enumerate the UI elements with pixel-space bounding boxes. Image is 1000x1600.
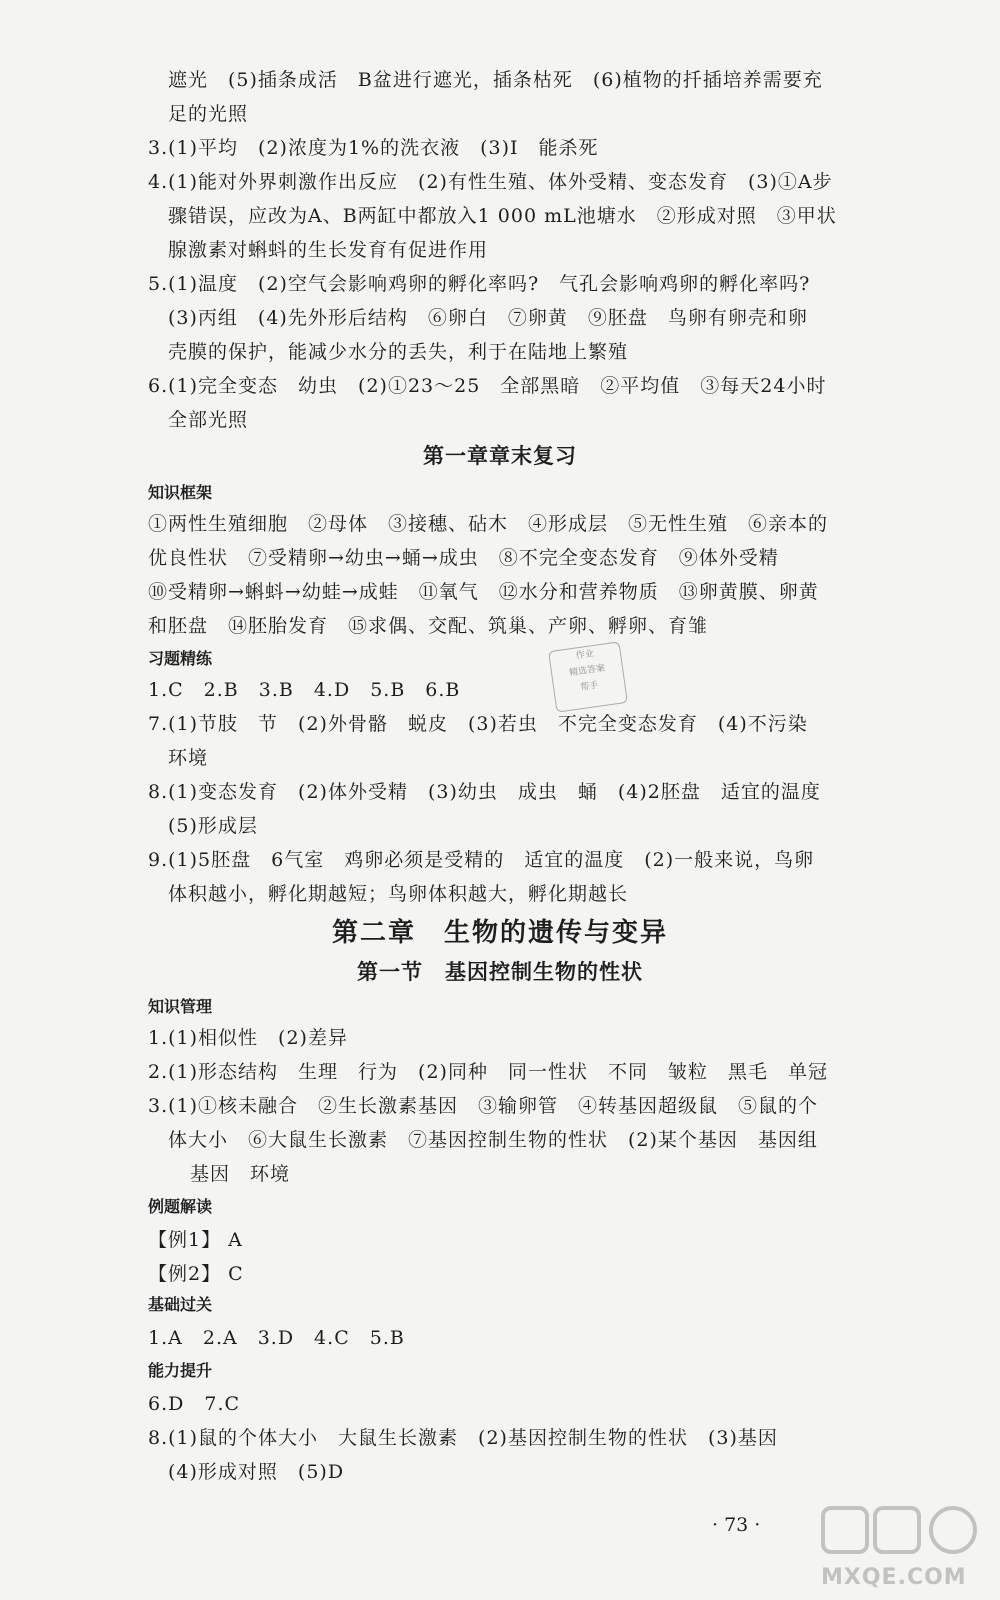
chapter-title: 第二章 生物的遗传与变异	[331, 918, 668, 948]
section-title: 第一章章末复习	[423, 444, 577, 468]
text-line: 全部光照	[168, 409, 249, 431]
text-line: 腺激素对蝌蚪的生长发育有促进作用	[168, 239, 489, 261]
text-line: 6.D 7.C	[148, 1393, 241, 1415]
watermark-logo-icon	[815, 1502, 990, 1562]
text-line: 体大小 ⑥大鼠生长激素 ⑦基因控制生物的性状 (2)某个基因 基因组	[168, 1129, 818, 1151]
text-line: ①两性生殖细胞 ②母体 ③接穗、砧木 ④形成层 ⑤无性生殖 ⑥亲本的	[148, 513, 829, 535]
subsection-heading: 知识管理	[148, 997, 213, 1016]
text-line: 9.(1)5胚盘 6气室 鸡卵必须是受精的 适宜的温度 (2)一般来说，鸟卵	[148, 849, 815, 871]
text-line: (3)丙组 (4)先外形后结构 ⑥卵白 ⑦卵黄 ⑨胚盘 鸟卵有卵壳和卵	[168, 307, 808, 329]
page-number: · 73 ·	[712, 1514, 761, 1536]
text-line: 【例1】 A	[148, 1229, 243, 1251]
subsection-heading: 基础过关	[148, 1295, 213, 1314]
subsection-heading: 能力提升	[148, 1361, 213, 1380]
text-line: 1.C 2.B 3.B 4.D 5.B 6.B	[148, 679, 461, 701]
text-line: (4)形成对照 (5)D	[168, 1461, 345, 1483]
text-line: 5.(1)温度 (2)空气会影响鸡卵的孵化率吗? 气孔会影响鸡卵的孵化率吗?	[148, 273, 811, 295]
text-line: 1.A 2.A 3.D 4.C 5.B	[148, 1327, 405, 1349]
text-line: 和胚盘 ⑭胚胎发育 ⑮求偶、交配、筑巢、产卵、孵卵、育雏	[148, 615, 709, 637]
text-line: 基因 环境	[190, 1163, 291, 1185]
text-line: 1.(1)相似性 (2)差异	[148, 1027, 348, 1049]
watermark-text: MXQE.COM	[821, 1565, 967, 1590]
text-line: 7.(1)节肢 节 (2)外骨骼 蜕皮 (3)若虫 不完全变态发育 (4)不污染	[148, 713, 808, 735]
text-line: 【例2】 C	[148, 1263, 244, 1285]
section-title: 第一节 基因控制生物的性状	[357, 960, 643, 984]
text-line: 6.(1)完全变态 幼虫 (2)①23～25 全部黑暗 ②平均值 ③每天24小时	[148, 375, 827, 397]
text-line: ⑩受精卵→蝌蚪→幼蛙→成蛙 ⑪氧气 ⑫水分和营养物质 ⑬卵黄膜、卵黄	[148, 581, 819, 603]
text-line: 体积越小，孵化期越短；鸟卵体积越大，孵化期越长	[168, 883, 629, 905]
stamp-line: 精选答案	[568, 663, 606, 679]
site-watermark	[815, 1502, 990, 1592]
text-line: 骤错误，应改为A、B两缸中都放入1 000 mL池塘水 ②形成对照 ③甲状	[168, 205, 837, 227]
subsection-heading: 例题解读	[148, 1197, 213, 1216]
text-line: 优良性状 ⑦受精卵→幼虫→蛹→成虫 ⑧不完全变态发育 ⑨体外受精	[148, 547, 779, 569]
text-line: 环境	[168, 747, 209, 769]
text-line: 壳膜的保护，能减少水分的丢失，利于在陆地上繁殖	[168, 341, 629, 363]
text-line: 4.(1)能对外界刺激作出反应 (2)有性生殖、体外受精、变态发育 (3)①A步	[148, 171, 833, 193]
text-line: 3.(1)平均 (2)浓度为1%的洗衣液 (3)Ⅰ 能杀死	[148, 137, 599, 159]
text-line: 3.(1)①核未融合 ②生长激素基因 ③输卵管 ④转基因超级鼠 ⑤鼠的个	[148, 1095, 819, 1117]
text-line: (5)形成层	[168, 815, 258, 837]
homework-stamp	[548, 641, 628, 712]
subsection-heading: 习题精练	[148, 649, 213, 668]
text-line: 足的光照	[168, 103, 249, 125]
text-line: 2.(1)形态结构 生理 行为 (2)同种 同一性状 不同 皱粒 黑毛 单冠	[148, 1061, 828, 1083]
text-line: 8.(1)变态发育 (2)体外受精 (3)幼虫 成虫 蛹 (4)2胚盘 适宜的温度	[148, 781, 821, 803]
text-line: 遮光 (5)插条成活 B盆进行遮光，插条枯死 (6)植物的扦插培养需要充	[168, 69, 823, 91]
stamp-line: 帮手	[579, 680, 599, 694]
subsection-heading: 知识框架	[148, 483, 213, 502]
text-line: 8.(1)鼠的个体大小 大鼠生长激素 (2)基因控制生物的性状 (3)基因	[148, 1427, 778, 1449]
stamp-line: 作业	[575, 649, 595, 662]
